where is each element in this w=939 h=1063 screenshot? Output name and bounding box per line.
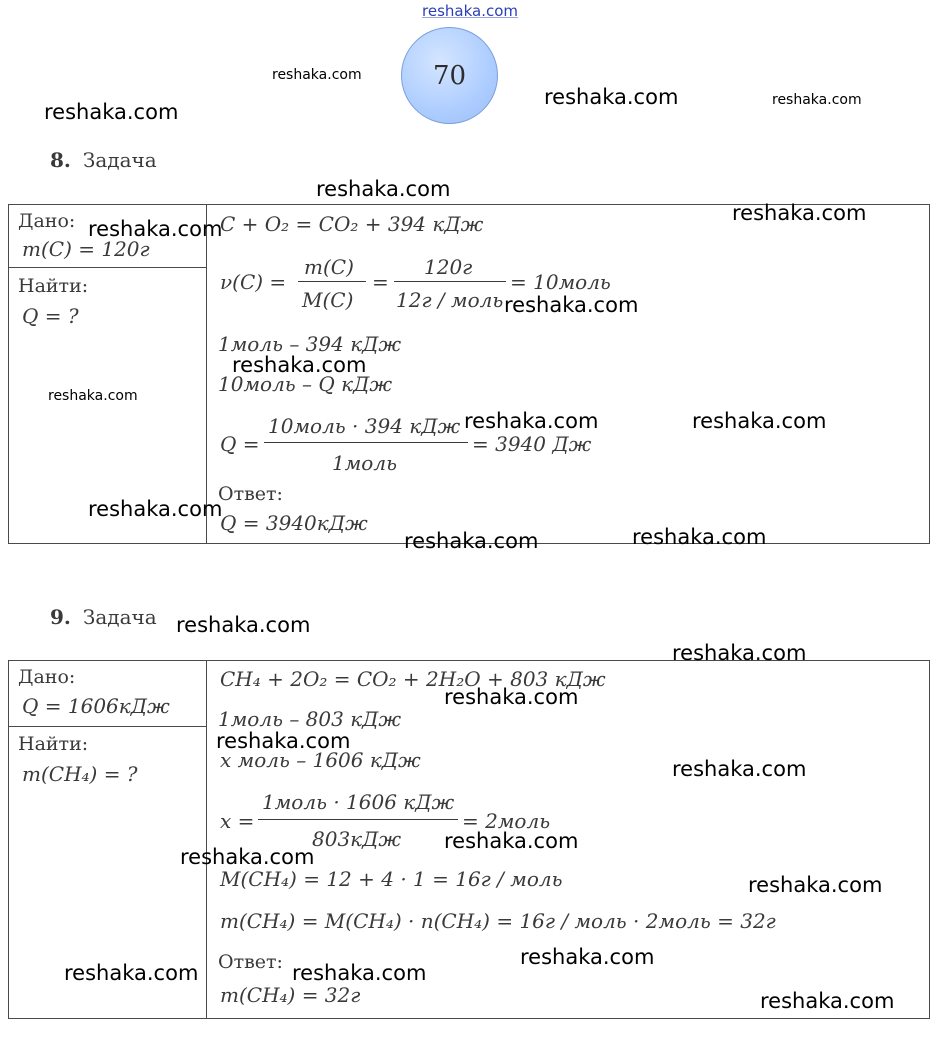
page-number-badge [401, 27, 498, 124]
task8-eq4: 10моль – Q кДж [218, 372, 393, 396]
task8-eq5-result: = 3940 Дж [472, 432, 592, 456]
watermark: reshaka.com [444, 829, 579, 853]
task9-eq5: M(CH₄) = 12 + 4 · 1 = 16г / моль [220, 867, 563, 891]
task8-title [50, 148, 157, 172]
watermark: reshaka.com [464, 409, 599, 433]
task8-eq1: C + O₂ = CO₂ + 394 кДж [220, 212, 484, 236]
task8-eq2-den: M(C) [302, 288, 354, 312]
task9-divider [206, 660, 207, 1019]
watermark: reshaka.com [176, 613, 311, 637]
watermark: reshaka.com [444, 685, 579, 709]
task8-find-label: Найти: [18, 275, 89, 297]
watermark: reshaka.com [404, 529, 539, 553]
task8-eq5-num: 10моль · 394 кДж [268, 414, 461, 438]
task8-eq2-num2: 120г [424, 255, 473, 279]
task9-eq4-frac [258, 819, 458, 820]
watermark: reshaka.com [64, 961, 199, 985]
task9-eq4-num: 1моль · 1606 кДж [262, 790, 455, 814]
task8-eq2-den2: 12г / моль [396, 288, 504, 312]
watermark: reshaka.com [632, 525, 767, 549]
task9-eq4-den: 803кДж [312, 827, 402, 851]
task9-eq1: CH₄ + 2O₂ = CO₂ + 2H₂O + 803 кДж [220, 667, 606, 691]
task9-eq4-left: x = [220, 809, 255, 833]
task8-eq2-num: m(C) [304, 255, 354, 279]
task9-given-value: Q = 1606кДж [22, 694, 170, 718]
task9-given-divider [8, 726, 206, 727]
task9-number: 9. [50, 605, 71, 629]
page-number: 70 [432, 60, 467, 91]
watermark: reshaka.com [692, 409, 827, 433]
task8-number: 8. [50, 148, 71, 172]
task9-eq4-result: = 2моль [462, 809, 551, 833]
task8-title-text: Задача [82, 148, 157, 172]
watermark: reshaka.com [232, 353, 367, 377]
task9-eq6: m(CH₄) = M(CH₄) · n(CH₄) = 16г / моль · 2моль = 32г [220, 909, 776, 933]
task9-given-label: Дано: [18, 666, 76, 688]
task8-eq2-frac [298, 281, 366, 282]
watermark: reshaka.com [504, 293, 639, 317]
task8-find-value: Q = ? [22, 304, 79, 328]
watermark: reshaka.com [180, 845, 315, 869]
watermark: reshaka.com [292, 961, 427, 985]
watermark: reshaka.com [316, 177, 451, 201]
task8-eq2-frac2 [394, 281, 506, 282]
watermark: reshaka.com [272, 67, 362, 83]
watermark: reshaka.com [732, 201, 867, 225]
task8-divider [206, 204, 207, 544]
task9-title-text: Задача [82, 605, 157, 629]
task9-eq2: 1моль – 803 кДж [218, 707, 402, 731]
watermark: reshaka.com [88, 217, 223, 241]
watermark: reshaka.com [748, 873, 883, 897]
task8-answer-label: Ответ: [218, 483, 283, 505]
task8-given-label: Дано: [18, 210, 76, 232]
watermark: reshaka.com [672, 757, 807, 781]
task9-title [50, 605, 157, 629]
task8-answer-value: Q = 3940кДж [220, 511, 368, 535]
task8-eq2-result: = 10моль [510, 270, 611, 294]
watermark: reshaka.com [672, 641, 807, 665]
task8-eq5-frac [264, 442, 468, 443]
task8-eq5-left: Q = [220, 432, 260, 456]
watermark: reshaka.com [48, 388, 138, 404]
watermark: reshaka.com [772, 92, 862, 108]
watermark: reshaka.com [544, 85, 679, 109]
watermark: reshaka.com [216, 729, 351, 753]
task8-given-divider [8, 267, 206, 268]
task9-answer-label: Ответ: [218, 951, 283, 973]
watermark: reshaka.com [520, 945, 655, 969]
task8-eq2-left: ν(C) = [220, 270, 287, 294]
task9-find-label: Найти: [18, 733, 89, 755]
task8-eq5-den: 1моль [332, 451, 397, 475]
task9-answer-value: m(CH₄) = 32г [220, 983, 361, 1007]
watermark: reshaka.com [44, 100, 179, 124]
watermark: reshaka.com [760, 989, 895, 1013]
watermark: reshaka.com [88, 497, 223, 521]
task8-eq2-eq: = [372, 270, 389, 294]
task9-eq3: x моль – 1606 кДж [220, 748, 421, 772]
task8-given-value: m(C) = 120г [22, 237, 150, 261]
task9-find-value: m(CH₄) = ? [22, 762, 138, 786]
task8-eq3: 1моль – 394 кДж [218, 332, 402, 356]
watermark-top[interactable]: reshaka.com [422, 2, 518, 20]
